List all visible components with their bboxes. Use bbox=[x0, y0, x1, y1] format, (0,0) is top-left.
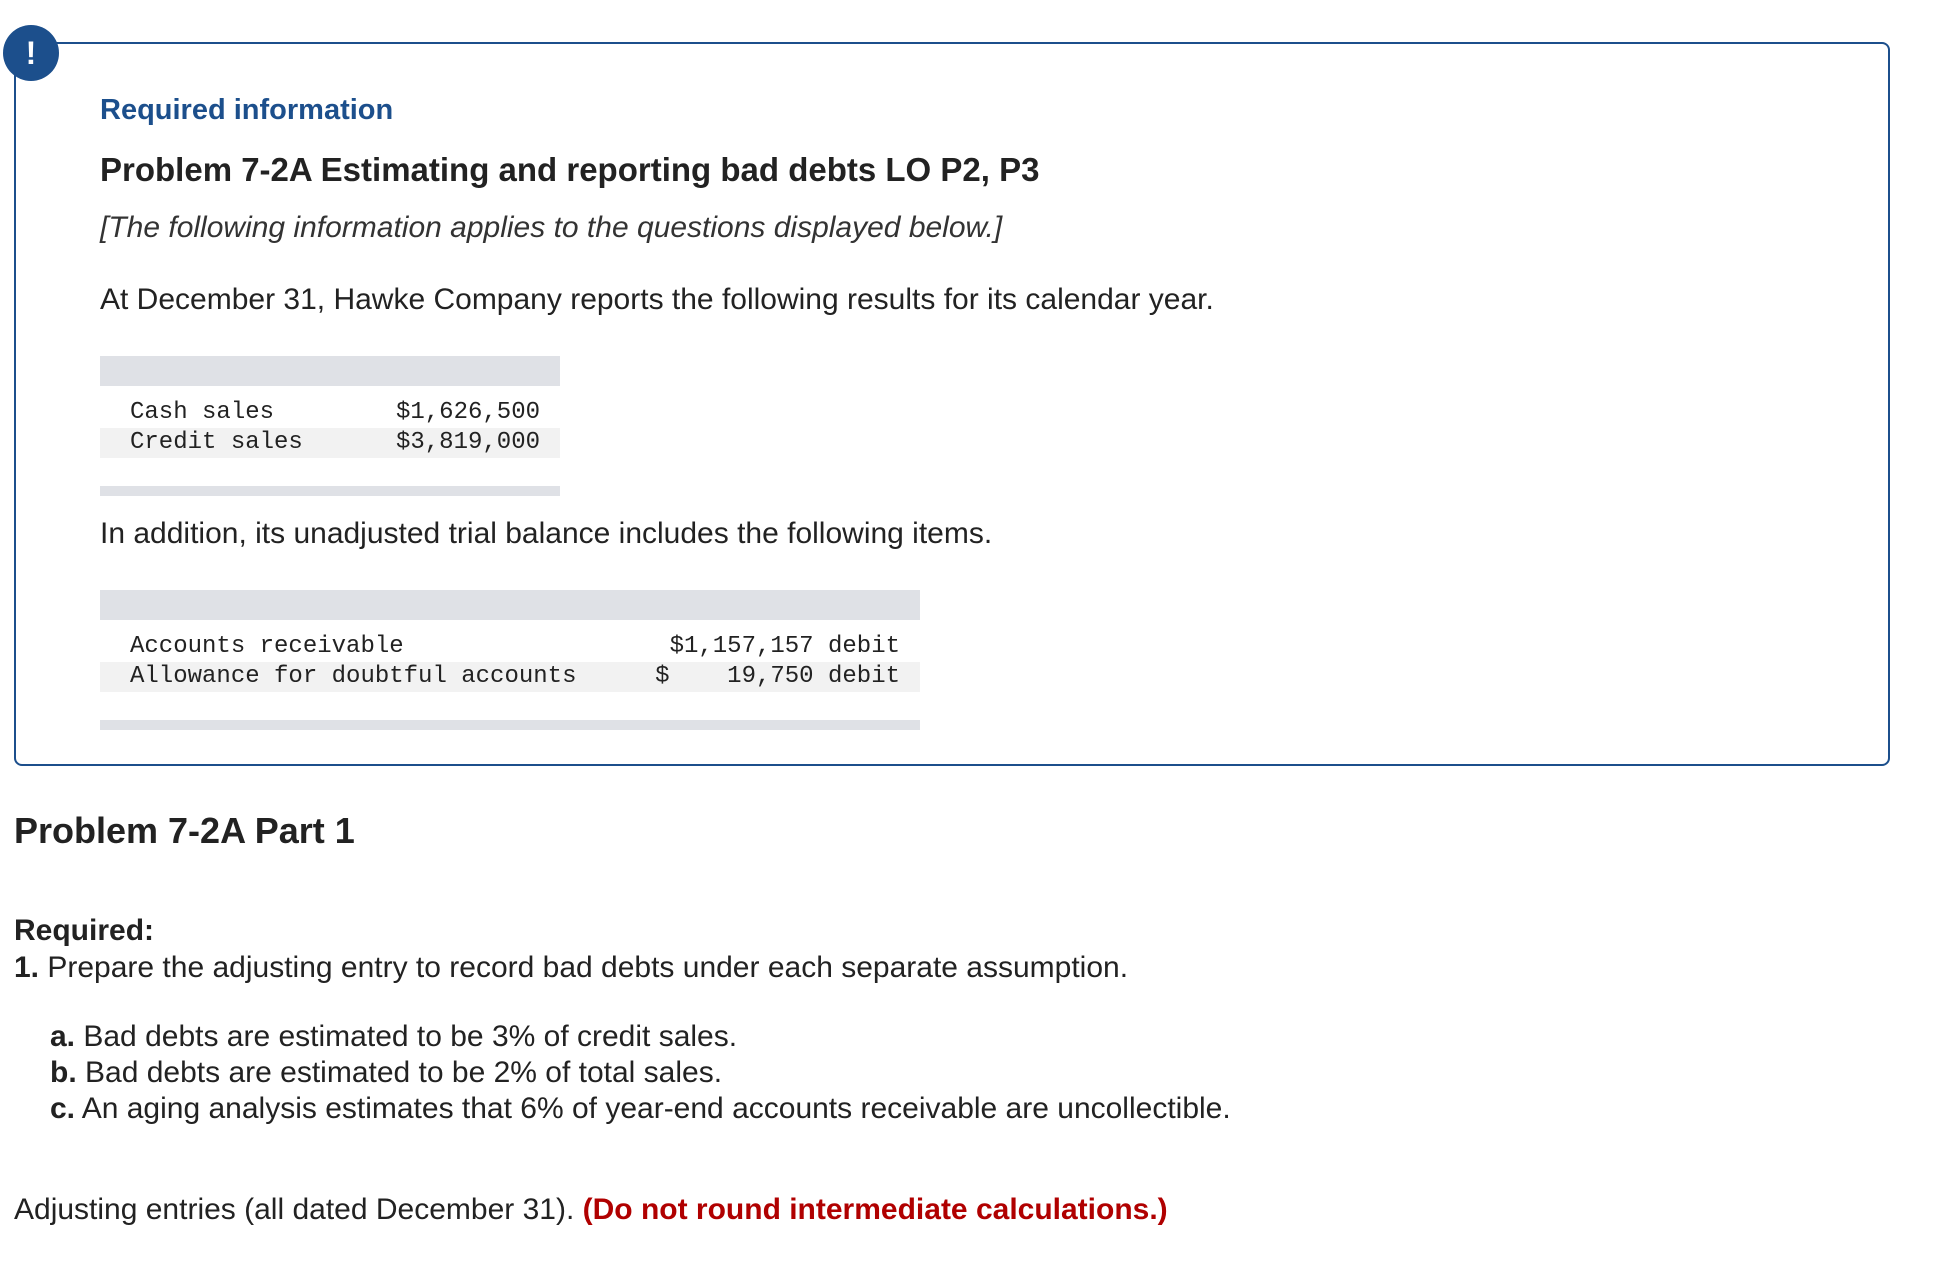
table-row bbox=[100, 662, 920, 692]
table-cell-value: $3,819,000 bbox=[395, 429, 540, 456]
required-label: Required: bbox=[14, 914, 155, 947]
table-header-bar bbox=[100, 356, 560, 386]
list-item bbox=[50, 1055, 1231, 1091]
list-item-letter: c. bbox=[50, 1092, 76, 1125]
list-item-text: Bad debts are estimated to be 2% of total sales. bbox=[76, 1056, 723, 1089]
table-cell-label: Cash sales bbox=[130, 399, 275, 426]
required-text: Prepare the adjusting entry to record bad debts under each separate assumption. bbox=[39, 951, 1129, 984]
table-row bbox=[100, 398, 560, 428]
table-cell-value: $1,626,500 bbox=[395, 399, 540, 426]
table-footer-bar bbox=[100, 720, 920, 730]
table-cell-label: Accounts receivable bbox=[130, 633, 404, 660]
adjusting-entries-instruction bbox=[14, 1193, 1168, 1227]
list-item-text: Bad debts are estimated to be 3% of credit sales. bbox=[75, 1020, 738, 1053]
table-cell-label: Allowance for doubtful accounts bbox=[130, 663, 577, 690]
list-item-letter: a. bbox=[50, 1020, 76, 1053]
table-footer-bar bbox=[100, 486, 560, 496]
list-item-letter: b. bbox=[50, 1056, 77, 1089]
part-title: Problem 7-2A Part 1 bbox=[14, 810, 355, 851]
applies-note: [The following information applies to the questions displayed below.] bbox=[100, 211, 1003, 244]
table-cell-value: $ 19,750 debit bbox=[655, 663, 900, 690]
list-item-text: An aging analysis estimates that 6% of year-end accounts receivable are uncollectible. bbox=[75, 1092, 1231, 1125]
sales-table bbox=[100, 356, 560, 496]
problem-title: Problem 7-2A Estimating and reporting bad debts LO P2, P3 bbox=[100, 151, 1040, 188]
trial-balance-table bbox=[100, 590, 920, 730]
list-item bbox=[50, 1091, 1231, 1127]
intro-text: At December 31, Hawke Company reports the following results for its calendar year. bbox=[100, 283, 1214, 316]
required-number: 1. bbox=[14, 951, 40, 984]
adjusting-text: Adjusting entries (all dated December 31). bbox=[14, 1193, 583, 1226]
addition-text: In addition, its unadjusted trial balance includes the following items. bbox=[100, 517, 993, 550]
table-row bbox=[100, 632, 920, 662]
table-cell-value: $1,157,157 debit bbox=[669, 633, 900, 660]
required-information-heading: Required information bbox=[100, 94, 394, 126]
list-item bbox=[50, 1019, 1231, 1055]
table-header-bar bbox=[100, 590, 920, 620]
table-row bbox=[100, 428, 560, 458]
exclamation-icon: ! bbox=[3, 25, 59, 81]
required-item bbox=[14, 951, 1128, 985]
table-cell-label: Credit sales bbox=[130, 429, 303, 456]
assumption-list bbox=[50, 1019, 1231, 1127]
rounding-warning: (Do not round intermediate calculations.) bbox=[582, 1193, 1168, 1226]
